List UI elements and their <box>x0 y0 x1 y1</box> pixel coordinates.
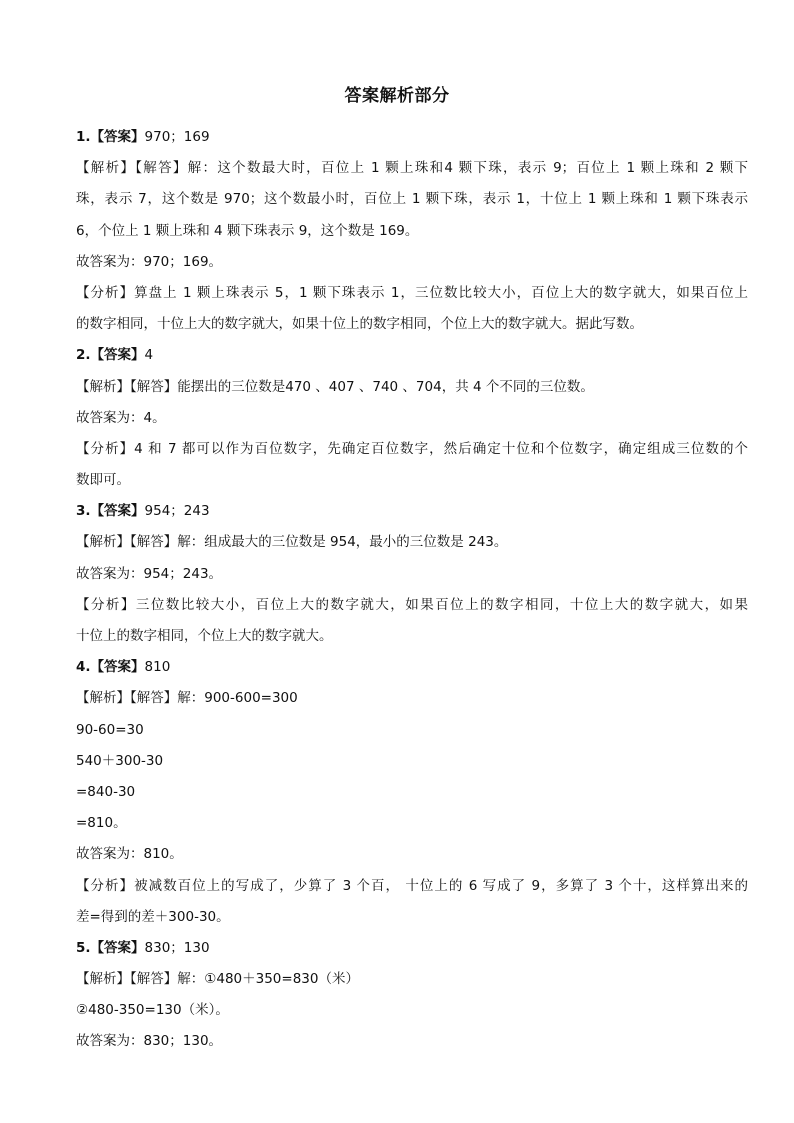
q2-answer-line <box>76 340 748 371</box>
answer-value: 810 <box>144 659 171 676</box>
question-number: 5. <box>76 939 91 956</box>
jiexi-tag: 【解析】【解答】 <box>76 534 178 551</box>
question-number: 2. <box>76 347 91 364</box>
fenxi-text: 算盘上 1 颗上珠表示 5，1 颗下珠表示 1，三位数比较大小，百位上大的数字就大，如果百位上 <box>134 284 748 301</box>
q1-jiexi-line-3: 6，个位上 1 颗上珠和 4 颗下珠表示 9，这个数是 169。 <box>76 222 419 239</box>
fenxi-tag: 【分析】 <box>76 596 136 613</box>
fenxi-text: 4 和 7 都可以作为百位数字，先确定百位数字，然后确定十位和个位数字，确定组成三位数的个 <box>134 440 748 457</box>
q4-calc-line-2: 540＋300-30 <box>76 752 164 769</box>
jiexi-tag: 【解析】【解答】 <box>76 160 188 177</box>
jiexi-tag: 【解析】【解答】 <box>76 378 178 395</box>
fenxi-tag: 【分析】 <box>76 877 135 894</box>
answer-value: 830；130 <box>144 939 210 956</box>
fenxi-text: 被减数百位上的写成了，少算了 3 个百， 十位上的 6 写成了 9，多算了 3 个十，这样算出来的 <box>134 877 748 894</box>
jiexi-text: 能摆出的三位数是470 、407 、740 、704，共 4 个不同的三位数。 <box>177 378 594 395</box>
answer-tag: 【答案】 <box>90 659 145 676</box>
q1-answer-line <box>76 122 748 153</box>
jiexi-text: 解：这个数最大时，百位上 1 颗上珠和4 颗下珠，表示 9；百位上 1 颗上珠和 2 颗下 <box>187 160 748 177</box>
answer-value: 970；169 <box>144 129 210 145</box>
question-number: 3. <box>76 503 91 520</box>
q2-fenxi-line-1 <box>76 434 748 465</box>
q4-final-answer: 故答案为：810。 <box>76 846 183 863</box>
q2-fenxi-line-2: 数即可。 <box>76 472 130 489</box>
q1-jiexi-line-2: 珠，表示 7，这个数是 970；这个数最小时，百位上 1 颗下珠，表示 1，十位上 1 颗上珠和 1 颗下珠表示 <box>76 191 748 208</box>
answer-tag: 【答案】 <box>90 347 145 364</box>
answer-tag: 【答案】 <box>90 503 145 520</box>
jiexi-text: 解：900-600=300 <box>177 690 298 707</box>
q4-fenxi-line-1 <box>76 871 748 902</box>
q1-fenxi-line-2: 的数字相同，十位上大的数字就大，如果十位上的数字相同，个位上大的数字就大。据此写数。 <box>76 316 643 333</box>
answer-value: 954；243 <box>144 503 210 520</box>
q1-fenxi-line-1 <box>76 278 748 309</box>
q3-jiexi-line-1 <box>76 527 748 558</box>
q4-calc-line-4: =810。 <box>76 815 127 832</box>
fenxi-text: 三位数比较大小，百位上大的数字就大，如果百位上的数字相同，十位上大的数字就大，如果 <box>135 596 748 613</box>
q4-calc-line-1: 90-60=30 <box>76 721 144 738</box>
jiexi-text: 解：①480＋350=830（米） <box>177 971 359 988</box>
q3-fenxi-line-1 <box>76 590 748 621</box>
page-title: 答案解析部分 <box>344 86 450 106</box>
q5-answer-line <box>76 933 748 964</box>
q2-jiexi-line-1 <box>76 372 748 403</box>
answer-content <box>76 122 748 1058</box>
q3-fenxi-line-2: 十位上的数字相同，个位上大的数字就大。 <box>76 628 333 644</box>
q4-calc-line-3: =840-30 <box>76 783 136 800</box>
answer-value: 4 <box>144 347 154 364</box>
fenxi-tag: 【分析】 <box>76 284 135 301</box>
q5-jiexi-line-1 <box>76 964 748 995</box>
q5-calc-line-1: ②480-350=130（米）。 <box>76 1002 229 1019</box>
q3-answer-line <box>76 496 748 527</box>
q2-final-answer: 故答案为：4。 <box>76 409 166 426</box>
q3-final-answer: 故答案为：954；243。 <box>76 565 223 582</box>
q1-jiexi-line-1 <box>76 153 748 184</box>
q5-final-answer: 故答案为：830；130。 <box>76 1033 223 1050</box>
jiexi-tag: 【解析】【解答】 <box>76 971 178 988</box>
question-number: 1. <box>76 129 91 145</box>
answer-tag: 【答案】 <box>90 129 145 145</box>
answer-tag: 【答案】 <box>90 939 145 956</box>
q4-answer-line <box>76 652 748 683</box>
fenxi-tag: 【分析】 <box>76 440 135 457</box>
q4-fenxi-line-2: 差=得到的差＋300-30。 <box>76 908 230 925</box>
question-number: 4. <box>76 659 91 676</box>
q1-final-answer: 故答案为：970；169。 <box>76 253 223 270</box>
jiexi-text: 解：组成最大的三位数是 954，最小的三位数是 243。 <box>177 534 508 551</box>
q4-jiexi-line-1 <box>76 683 748 714</box>
jiexi-tag: 【解析】【解答】 <box>76 690 178 707</box>
